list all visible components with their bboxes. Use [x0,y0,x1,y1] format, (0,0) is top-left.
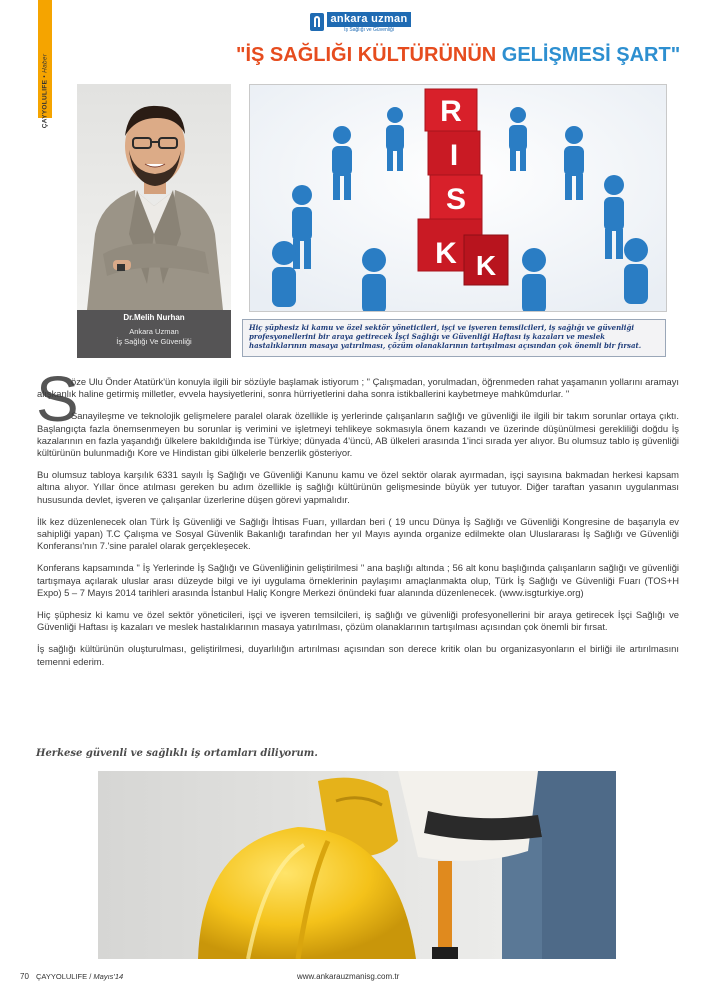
paragraph-4: İlk kez düzenlenecek olan Türk İş Güvenliği ve Sağlığı İhtisas Fuarı, yıllardan beri ( 19 uncu Dünya İş Sağlığı ve Güvenliği Kongresine de başarıyla ev sahipliği yapan) T.C Çalışma ve Sosyal Güvenlik Bakanlığı tarafından her yıl Mayıs ayında organize edilmekte olan Uluslararası İş Sağlığı ve Güvenliği Konferansı'nın 7.'sine paralel olarak gerçekleşecek. [37,515,679,552]
author-name: Dr.Melih Nurhan [123,313,185,322]
author-role-company: Ankara Uzman [129,327,179,336]
risk-letter-i: I [449,139,459,172]
helmet-photo [98,771,616,959]
risk-letter-k-2: K [475,250,497,281]
page-number: 70 [20,972,29,981]
author-portrait-illustration [77,84,231,310]
logo-subtitle: İş Sağlığı ve Güvenliği [344,27,394,33]
paragraph-2 [37,410,679,459]
footer-magazine: ÇAYYOLULIFE / Mayıs'14 [36,972,124,981]
paragraph-3: Bu olumsuz tabloya karşılık 6331 sayılı İş Sağlığı ve Güvenliği Kanunu kamu ve özel sektör olarak ayırmadan, işçi sayısına bakmadan herkesi kapsam altına alıyor. Yıllar önce atılması gereken bu adım özellikle iş sağlığı kültürünün gelişmesinde büyük yer tutuyor. Diğer taraftan yasanın uygulanması hususunda devlet, işveren ve çalışanlar üzerlerine düşen görevi yapmalıdır. [37,469,679,505]
footer-url: www.ankarauzmanisg.com.tr [297,972,400,981]
risk-blocks-image [249,84,667,312]
author-photo [77,84,231,310]
paragraph-7: İş sağlığı kültürünün oluşturulması, geliştirilmesi, duyarlılığın artırılması açısından son derece kritik olan bu organizasyonların el birliği ile artırılmasını temenni ederim. [37,643,679,667]
risk-letter-s: S [445,183,467,216]
dropcap-letter: S [36,363,79,435]
title-part-orange: "İŞ SAĞLIĞI KÜLTÜRÜNÜN [236,44,502,66]
helmet-illustration [98,771,616,959]
paragraph-5: Konferans kapsamında " İş Yerlerinde İş Sağlığı ve Güvenliğinin geliştirilmesi " ana başlığı altında ; 56 alt konu başlığında çalışanların sağlığı ve güvenliği tartışmaya açılarak uluslar arası düzeyde bilgi ve iyi uygulama örneklerinin paylaşımı amaçlanmakta olup, Türk İş Sağlığı ve Güvenliği Fuarı (TOS+H Expo) 5 – 7 Mayıs 2014 tarihleri arasında İstanbul Haliç Kongre Merkezi önündeki fuar alanında düzenlenecek. (www.isgturkiye.org) [37,562,679,598]
author-role-field: İş Sağlığı Ve Güvenliği [116,337,192,346]
paragraph-6: Hiç şüphesiz ki kamu ve özel sektör yöneticileri, işçi ve işveren temsilcileri, iş sağlığı ve güvenliği profesyonellerini bir araya getirecek İşçi Sağlığı ve Güvenliği Haftası iş kazaları ve meslek hastalıklarının masaya yatırılması, çözüm olanaklarının tartışılması açısından çok önemli bir fırsat. [37,609,679,633]
risk-letter-k: K [435,237,457,270]
logo-mark-icon [310,13,324,31]
ankara-uzman-logo [310,10,410,38]
closing-line: Herkese güvenli ve sağlıklı iş ortamları diliyorum. [36,748,318,759]
title-part-blue: GELİŞMESİ ŞART" [501,44,681,66]
paragraph-1-text: öze Ulu Önder Atatürk'ün konuyla ilgili bir sözüyle başlamak istiyorum ; " Çalışmadan, yorulmadan, öğrenmeden rahat yaşamanın yollarını aramayı alışkanlık haline getirmiş milletler, evvela haysiyetlerini, sonra hürriyetlerini daha sonra istikballerini kaybetmeye mahkûmdurlar. " [37,376,680,400]
paragraph-1 [37,376,679,400]
section-label: ÇAYYOLULIFE • Haber [41,53,49,129]
paragraph-2-text: Sanayileşme ve teknolojik gelişmelere paralel olarak özellikle iş yerlerinde çalışanların sağlığı ve güvenliği ile ilgili bir takım sorunlar ortaya çıktı. Başlangıçta fazla önemsenmeyen bu sorunlar iş verimini ve işletmeyi tehlikeye sokmasıyla önem kazandı ve üzerinde düşünülmesi gerekliliği doğdu İş kazalarının en fazla yaşandığı ülkelere bakıldığında ise Türkiye; dünyada 4'üncü, AB ülkeleri arasında 1'inci sırada yer alıyor. Bu olumsuz tablo iş güvenliği kültürünün bulunmadığı Kore ve Hindistan gibi ülkelerle benzerlik gösteriyor. [37,410,679,459]
risk-illustration [250,85,667,312]
author-caption [77,310,231,358]
risk-letter-r: R [440,95,462,128]
logo-name: ankara uzman [327,12,411,27]
article-title [236,44,681,67]
image-caption: Hiç şüphesiz ki kamu ve özel sektör yöneticileri, işçi ve işveren temsilcileri, iş sağlığı ve güvenliği profesyonellerini bir araya getirecek İşçi Sağlığı ve Güvenliği Haftası iş kazaları ve meslek hastalıklarının masaya yatırılması, çözüm olanaklarının tartışılması açısından çok önemli bir fırsat. [242,319,666,357]
article-body [37,376,679,678]
